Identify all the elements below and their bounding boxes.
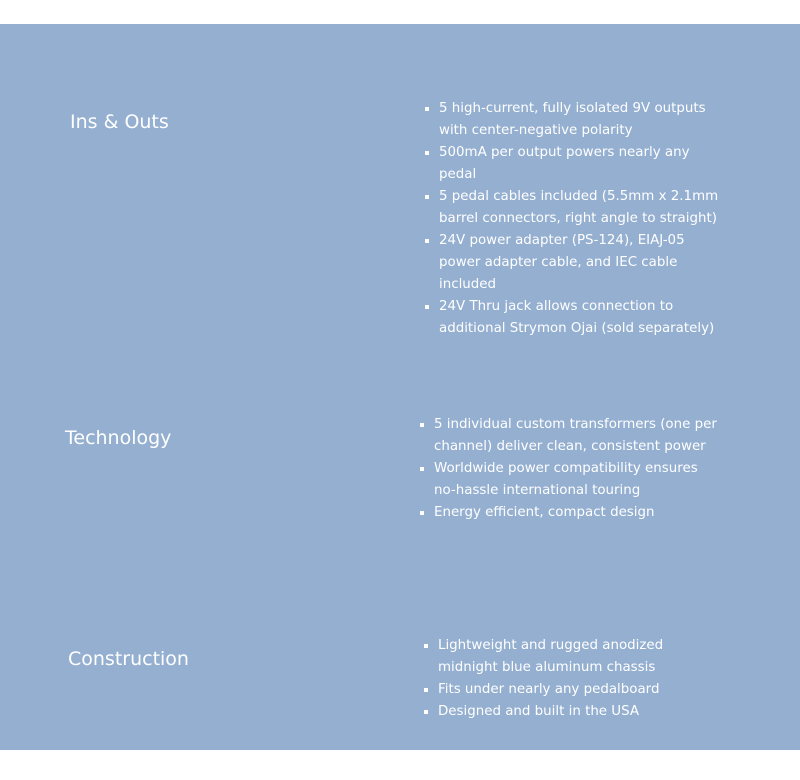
feature-item: 500mA per output powers nearly any pedal [425,142,725,186]
feature-item: Lightweight and rugged anodized midnight blue aluminum chassis [424,635,724,679]
feature-item: Fits under nearly any pedalboard [424,679,724,701]
technology-feature-list [420,414,720,524]
feature-item: 24V power adapter (PS-124), EIAJ-05 power adapter cable, and IEC cable included [425,230,725,296]
feature-item: 5 pedal cables included (5.5mm x 2.1mm barrel connectors, right angle to straight) [425,186,725,230]
feature-item: Worldwide power compatibility ensures no-hassle international touring [420,458,720,502]
feature-item: Energy efficient, compact design [420,502,720,524]
section-title-technology: Technology [65,427,172,449]
section-title-ins-outs: Ins & Outs [70,111,169,133]
ins-outs-feature-list [425,98,725,340]
section-title-construction: Construction [68,648,189,670]
feature-item: 5 high-current, fully isolated 9V outputs with center-negative polarity [425,98,725,142]
feature-item: 5 individual custom transformers (one per channel) deliver clean, consistent power [420,414,720,458]
feature-item: Designed and built in the USA [424,701,724,723]
features-panel [0,24,800,750]
construction-feature-list [424,635,724,723]
feature-item: 24V Thru jack allows connection to additional Strymon Ojai (sold separately) [425,296,725,340]
